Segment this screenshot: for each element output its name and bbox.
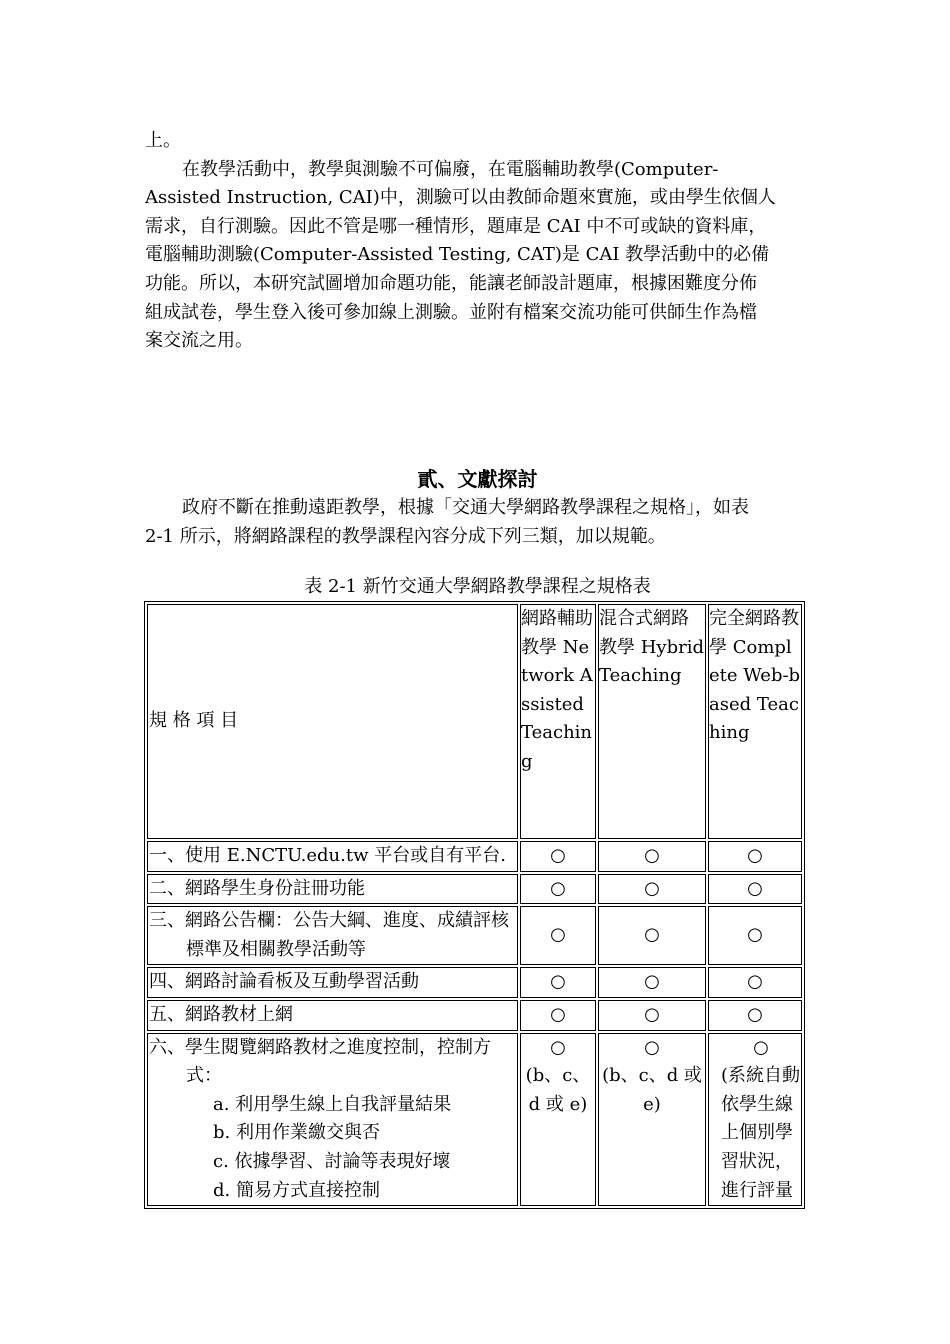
intro-paragraph (145, 127, 810, 356)
row-label: 五、網路教材上網 (147, 1000, 518, 1031)
header-item-label: 規 格 項 目 (147, 604, 518, 839)
table-row (147, 874, 802, 905)
paragraph-line: 2-1 所示，將網路課程的教學課程內容分成下列三類，加以規範。 (145, 525, 666, 547)
paragraph-line: 電腦輔助測驗(Computer-Assisted Testing, CAT)是 CAI 教學活動中的必備 (145, 244, 770, 266)
header-text: 完全網路教學 Complete Web-based Teaching (709, 608, 801, 744)
mark-cell: ○ (520, 874, 596, 905)
mark: ○ (753, 1036, 769, 1058)
row-label: 二、網路學生身份註冊功能 (147, 874, 518, 905)
mark-cell: ○ (708, 841, 802, 872)
mark-cell: ○ (708, 967, 802, 998)
mark-cell: ○ (520, 1000, 596, 1031)
paragraph-line: 政府不斷在推動遠距教學，根據「交通大學網路教學課程之規格」，如表 (182, 497, 749, 518)
paragraph-line: 案交流之用。 (145, 330, 253, 352)
mark-cell: ○ (598, 841, 706, 872)
paragraph-line: 功能。所以，本研究試圖增加命題功能，能讓老師設計題庫，根據困難度分佈 (145, 272, 757, 294)
header-text: 網路輔助教學 Network Assisted Teaching (521, 608, 593, 772)
mark-cell: ○ (708, 906, 802, 965)
mark-cell: ○ (598, 967, 706, 998)
mark-cell (708, 1033, 802, 1207)
table-row (147, 1000, 802, 1031)
table-row (147, 1033, 802, 1207)
table-header-row (147, 604, 802, 839)
table-row (147, 841, 802, 872)
mark-cell (520, 1033, 596, 1207)
mark-cell (598, 1033, 706, 1207)
sub-item: a. 利用學生線上自我評量結果 (213, 1093, 452, 1115)
mark-note: (b、c、d 或 e) (602, 1065, 702, 1115)
row-label-cell (147, 1033, 518, 1207)
row-label: 六、學生閱覽網路教材之進度控制，控制方式： (149, 1036, 491, 1087)
mark: ○ (550, 1036, 566, 1058)
paragraph-line: 需求，自行測驗。因此不管是哪一種情形，題庫是 CAI 中不可或缺的資料庫， (145, 215, 767, 237)
paragraph-line: 在教學活動中，教學與測驗不可偏廢，在電腦輔助教學(Computer- (182, 158, 719, 180)
mark-cell: ○ (520, 967, 596, 998)
header-network-assisted (520, 604, 596, 839)
mark-note: (b、c、d 或 e) (525, 1065, 591, 1115)
table-caption: 表 2-1 新竹交通大學網路教學課程之規格表 (304, 576, 651, 597)
sub-item: b. 利用作業繳交與否 (213, 1122, 380, 1144)
row-label: 四、網路討論看板及互動學習活動 (147, 967, 518, 998)
mark-cell: ○ (598, 874, 706, 905)
mark-cell: ○ (520, 841, 596, 872)
table-row (147, 967, 802, 998)
paragraph-line: Assisted Instruction, CAI)中，測驗可以由教師命題來實施，或由學生依個人 (145, 187, 776, 209)
mark: ○ (644, 1036, 660, 1058)
paragraph-line: 組成試卷，學生登入後可參加線上測驗。並附有檔案交流功能可供師生作為檔 (145, 301, 757, 323)
mark-cell: ○ (708, 1000, 802, 1031)
row-label-cell (147, 906, 518, 965)
row-label: 一、使用 E.NCTU.edu.tw 平台或自有平台. (147, 841, 518, 872)
paragraph-line: 上。 (145, 130, 181, 151)
mark-note: (系統自動依學生線上個別學習狀況，進行評量 (721, 1065, 801, 1201)
literature-paragraph (145, 494, 810, 551)
section-heading: 貳、文獻探討 (417, 467, 538, 491)
sub-item: d. 簡易方式直接控制 (213, 1179, 380, 1201)
mark-cell: ○ (520, 906, 596, 965)
header-text: 混合式網路教學 Hybrid Teaching (599, 608, 704, 687)
header-hybrid (598, 604, 706, 839)
header-complete-web (708, 604, 802, 839)
spec-table (144, 601, 805, 1209)
mark-cell: ○ (708, 874, 802, 905)
sub-item: c. 依據學習、討論等表現好壞 (213, 1150, 451, 1172)
mark-cell: ○ (598, 906, 706, 965)
mark-cell: ○ (598, 1000, 706, 1031)
row-label: 三、網路公告欄：公告大綱、進度、成績評核標準及相關教學活動等 (149, 910, 509, 960)
table-row (147, 906, 802, 965)
